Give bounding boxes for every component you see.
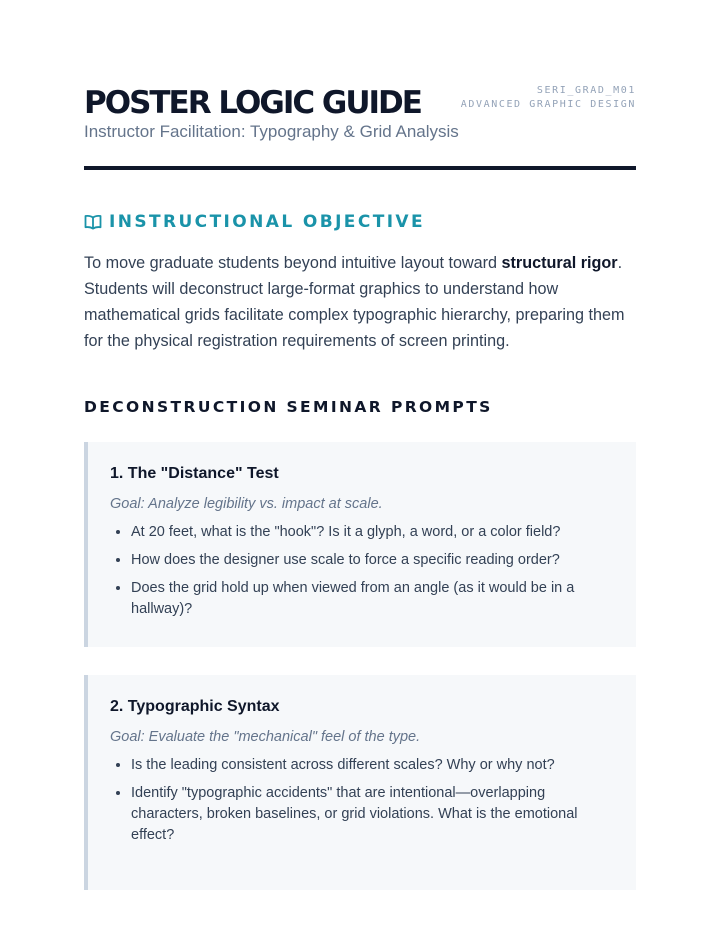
prompt-question-list — [110, 755, 616, 846]
prompt-question: • Is the leading consistent across different scales? Why or why not? — [131, 755, 616, 776]
prompt-card-goal: Goal: Evaluate the "mechanical" feel of the type. — [110, 729, 421, 745]
document-meta — [461, 84, 636, 112]
prompt-question: • How does the designer use scale to force a specific reading order? — [131, 550, 616, 571]
prompt-card-typographic-syntax — [84, 675, 636, 890]
objective-text-end: . Students will deconstruct large-format graphics to understand how mathematical grids facilitate complex typographic hierarchy, preparing them for the physical registration requirements of screen printing. — [84, 254, 625, 350]
prompt-question: • At 20 feet, what is the "hook"? Is it a glyph, a word, or a color field? — [131, 522, 616, 543]
page-subtitle: Instructor Facilitation: Typography & Grid Analysis — [84, 122, 459, 141]
prompt-card-goal: Goal: Analyze legibility vs. impact at scale. — [110, 496, 383, 512]
objective-title: INSTRUCTIONAL OBJECTIVE — [109, 212, 425, 232]
prompt-question-list — [110, 522, 616, 620]
prompt-card-title: 1. The "Distance" Test — [110, 465, 279, 482]
page-title: POSTER LOGIC GUIDE — [84, 85, 421, 121]
prompt-question: • Identify "typographic accidents" that are intentional—overlapping characters, broken baselines, or grid violations. What is the emotional effect? — [131, 783, 616, 846]
prompt-card-title: 2. Typographic Syntax — [110, 698, 280, 715]
course-name: ADVANCED GRAPHIC DESIGN — [460, 99, 636, 110]
objective-text-start: To move graduate students beyond intuitive layout toward — [84, 254, 502, 272]
document-page — [84, 78, 636, 843]
prompt-card-distance-test — [84, 442, 636, 647]
objective-heading — [84, 212, 425, 232]
document-header — [84, 78, 636, 168]
prompt-question: • Does the grid hold up when viewed from an angle (as it would be in a hallway)? — [131, 578, 616, 620]
header-divider — [84, 166, 636, 170]
objective-paragraph — [84, 250, 636, 354]
open-book-icon — [84, 214, 102, 230]
prompts-heading: DECONSTRUCTION SEMINAR PROMPTS — [84, 398, 493, 416]
module-code: SERI_GRAD_M01 — [536, 85, 636, 96]
objective-emphasis: structural rigor — [501, 254, 618, 272]
